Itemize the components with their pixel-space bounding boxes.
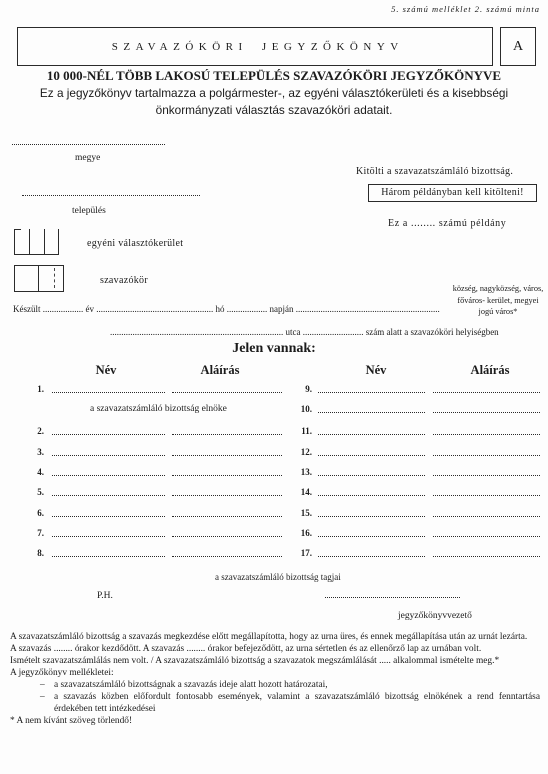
header-box (17, 27, 493, 66)
signature-fill-line (433, 475, 540, 476)
attendance-row (0, 466, 548, 478)
footnote: * A nem kívánt szöveg törlendő! (10, 716, 133, 726)
annex-item-text: a szavazatszámláló bizottságnak a szavazás ideje alatt hozott határozatai, (54, 680, 328, 690)
name-fill-line (52, 536, 165, 537)
name-fill-line (318, 536, 425, 537)
row-number: 8. (37, 548, 44, 558)
form-letter: A (512, 38, 524, 54)
body-paragraph: A szavazás ........ órakor kezdődött. A szavazás ........ órakor befejeződött, az urna sértetlen és az ellenőrző lap az urnában volt. (10, 644, 482, 654)
stamp-label: P.H. (97, 591, 113, 601)
polling-station-number-boxes (14, 265, 64, 292)
row-number: 16. (300, 528, 312, 538)
annex-list (10, 679, 540, 715)
county-fill-line (12, 144, 165, 145)
header-title: SZAVAZÓKÖRI JEGYZŐKÖNYV (111, 40, 404, 53)
filled-by-note: Kitölti a szavazatszámláló bizottság. (356, 166, 514, 177)
digit-box (14, 229, 29, 255)
row-number: 1. (37, 384, 44, 394)
signature-fill-line (433, 412, 540, 413)
name-fill-line (52, 475, 165, 476)
row-number: 15. (300, 508, 312, 518)
body-paragraph: Ismételt szavazatszámlálás nem volt. / A szavazatszámláló bizottság a szavazatok megszámlálását ..... alkalommal ismételte meg.* (10, 656, 500, 666)
row-number: 11. (301, 426, 312, 436)
clerk-signature-line (325, 597, 460, 598)
row-number: 4. (37, 467, 44, 477)
row-number: 2. (37, 426, 44, 436)
attendance-row (0, 527, 548, 539)
members-label: a szavazatszámláló bizottság tagjai (215, 572, 341, 582)
signature-fill-line (433, 392, 540, 393)
signature-fill-line (172, 475, 282, 476)
name-fill-line (318, 556, 425, 557)
signature-fill-line (172, 392, 282, 393)
signature-fill-line (172, 434, 282, 435)
column-header-name: Név (365, 363, 387, 377)
date-line: Készült .................. év .................................................... hó .................. napján ................................................................ (13, 304, 440, 314)
column-header-signature: Aláírás (200, 363, 240, 377)
settlement-label: település (72, 206, 106, 216)
column-header-name: Név (95, 363, 117, 377)
annex-item-text: a szavazás közben előfordult fontosabb események, valamint a szavazatszámláló bizottság elnökének a rend fenntartása érdekében tett intézkedései (54, 692, 540, 714)
signature-fill-line (172, 455, 282, 456)
name-fill-line (52, 455, 165, 456)
district-number-boxes (14, 229, 59, 255)
row-number: 14. (300, 487, 312, 497)
column-header-signature: Aláírás (470, 363, 510, 377)
row-number: 17. (300, 548, 312, 558)
signature-fill-line (172, 536, 282, 537)
row-number: 12. (300, 447, 312, 457)
main-title: 10 000-NÉL TÖBB LAKOSÚ TELEPÜLÉS SZAVAZÓKÖRI JEGYZŐKÖNYVE (46, 68, 502, 83)
name-fill-line (318, 516, 425, 517)
signature-fill-line (172, 516, 282, 517)
signature-fill-line (433, 536, 540, 537)
signature-fill-line (433, 556, 540, 557)
form-letter-box (500, 27, 536, 66)
list-item (10, 679, 540, 691)
name-fill-line (52, 556, 165, 557)
name-fill-line (52, 392, 165, 393)
settlement-fill-line (22, 195, 200, 196)
attendance-heading: Jelen vannak: (232, 341, 316, 356)
name-fill-line (318, 392, 425, 393)
digit-box-divider (38, 266, 39, 291)
name-fill-line (52, 516, 165, 517)
subtitle-line: önkormányzati választás szavazóköri adatait. (155, 103, 393, 117)
row-number: 6. (37, 508, 44, 518)
signature-fill-line (433, 516, 540, 517)
settlement-types-note: község, nagyközség, város, főváros- kerület, megyei jogú város* (452, 284, 544, 316)
name-fill-line (318, 475, 425, 476)
row-number: 7. (37, 528, 44, 538)
subtitle-line: Ez a jegyzőkönyv tartalmazza a polgármester-, az egyéni választókerületi és a kisebbségi (39, 86, 509, 100)
signature-fill-line (433, 434, 540, 435)
digit-box (29, 229, 44, 255)
list-item (10, 691, 540, 715)
attendance-row (0, 486, 548, 498)
list-marker: – (40, 692, 45, 702)
name-fill-line (318, 434, 425, 435)
county-label: megye (75, 153, 101, 163)
row-number: 9. (305, 384, 312, 394)
signature-fill-line (172, 495, 282, 496)
annex-heading: A jegyzőkönyv mellékletei: (10, 668, 114, 678)
row-number: 3. (37, 447, 44, 457)
copies-notice-box: Három példányban kell kitölteni! (368, 184, 537, 202)
district-label: egyéni választókerület (87, 238, 184, 249)
copy-number-note: Ez a ........ számú példány (388, 218, 507, 229)
attendance-row (0, 507, 548, 519)
name-fill-line (318, 455, 425, 456)
body-text (10, 631, 540, 727)
attendance-row (0, 403, 548, 415)
clerk-label: jegyzőkönyvvezető (398, 611, 472, 621)
signature-fill-line (433, 495, 540, 496)
body-paragraph: A szavazatszámláló bizottság a szavazás megkezdése előtt megállapította, hogy az urna üres, és ennek megállapítása után az urnát lezárta. (10, 632, 528, 642)
signature-fill-line (433, 455, 540, 456)
digit-box (44, 229, 59, 255)
address-line: ............................................................................. utca ........................... szám alatt a szavazóköri helyiségben (110, 327, 499, 337)
attendance-row (0, 383, 548, 395)
annex-note: 5. számú melléklet 2. számú minta (391, 4, 540, 14)
row-number: 13. (300, 467, 312, 477)
row-number: 5. (37, 487, 44, 497)
attendance-row (0, 547, 548, 559)
signature-fill-line (172, 556, 282, 557)
attendance-row (0, 425, 548, 437)
digit-box-divider (54, 268, 55, 288)
polling-station-label: szavazókör (100, 275, 148, 286)
chair-label: a szavazatszámláló bizottság elnöke (90, 404, 227, 414)
name-fill-line (52, 495, 165, 496)
list-marker: – (40, 680, 45, 690)
name-fill-line (318, 495, 425, 496)
row-number: 10. (300, 404, 312, 414)
attendance-row (0, 446, 548, 458)
name-fill-line (318, 412, 425, 413)
name-fill-line (52, 434, 165, 435)
